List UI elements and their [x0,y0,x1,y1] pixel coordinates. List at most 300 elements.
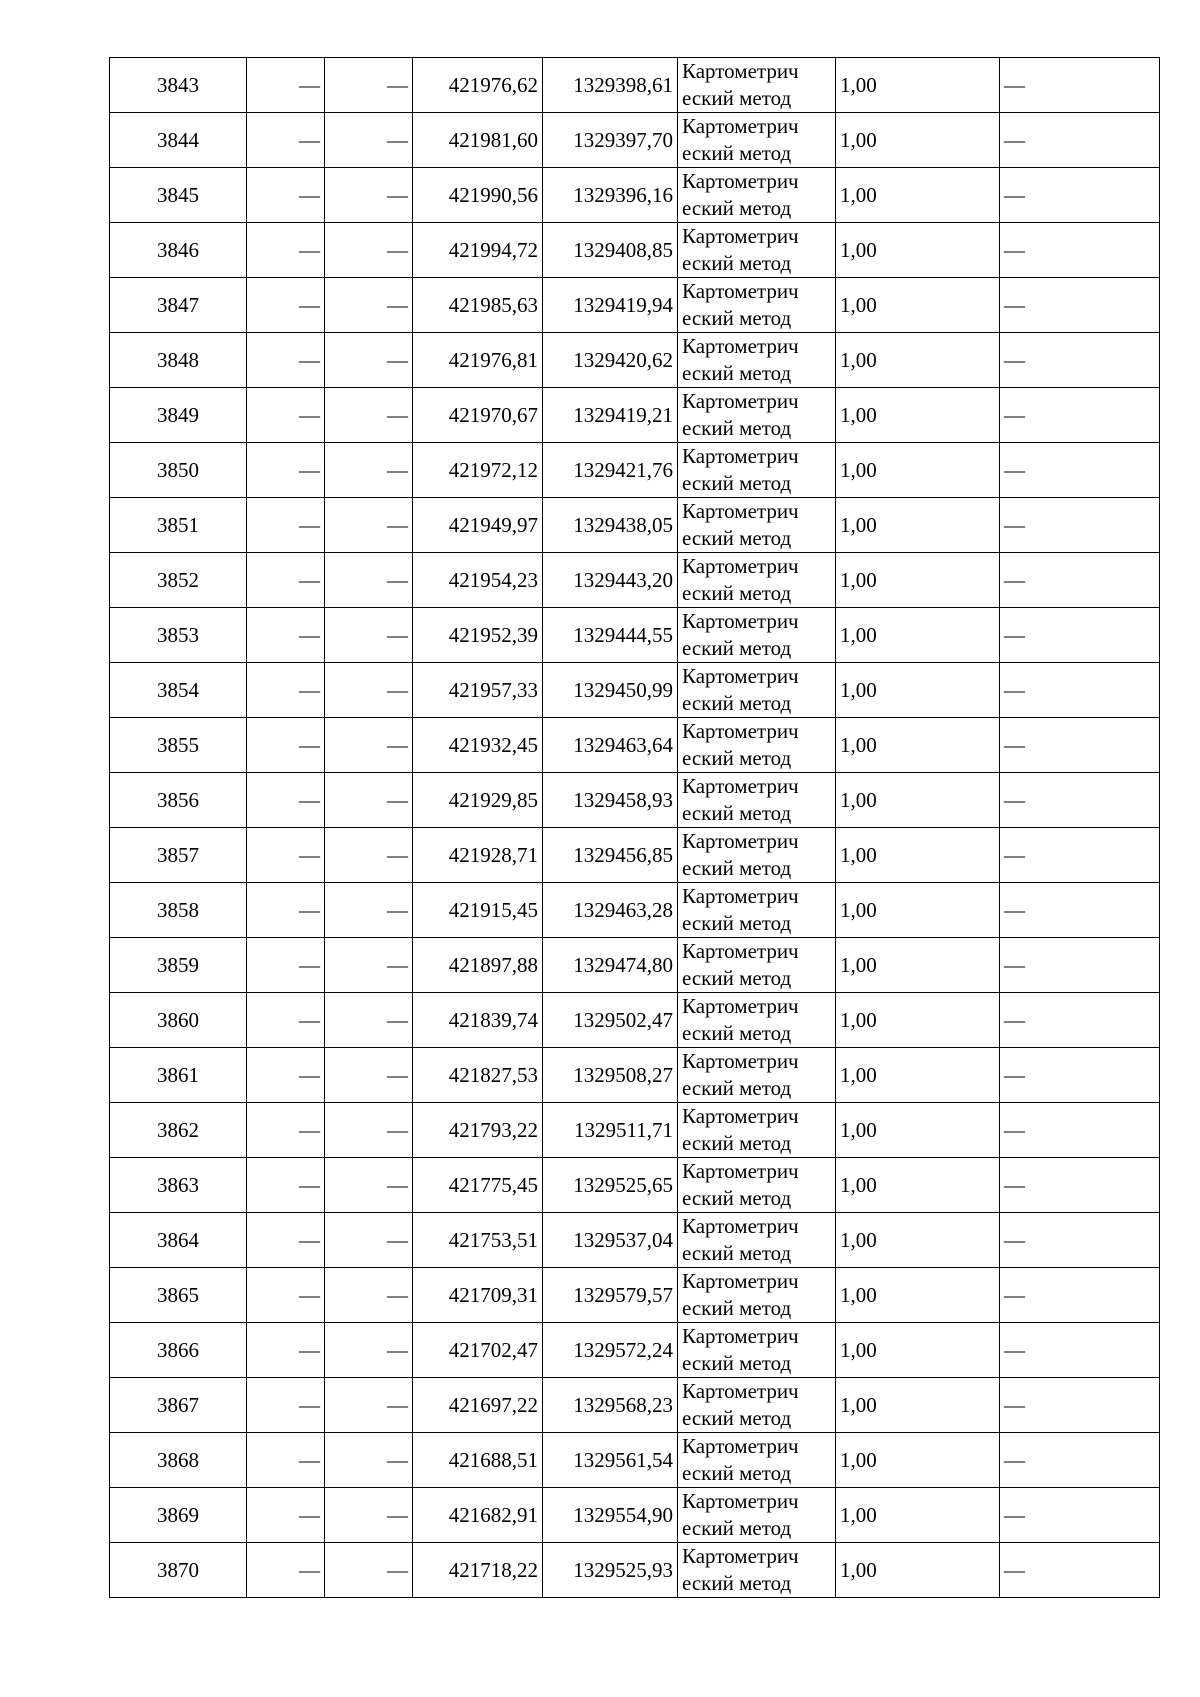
point-number-cell: 3868 [110,1433,247,1488]
method-cell [678,1433,836,1488]
dash-cell: — [325,828,413,883]
method-cell [678,883,836,938]
y-coordinate-cell: 1329458,93 [543,773,678,828]
x-coordinate-cell: 421972,12 [413,443,543,498]
description-cell: — [1000,223,1160,278]
method-cell [678,1103,836,1158]
method-line-2: еский метод [682,141,792,165]
table-row [110,883,1160,938]
x-coordinate-cell: 421702,47 [413,1323,543,1378]
x-coordinate-cell: 421957,33 [413,663,543,718]
description-cell: — [1000,278,1160,333]
y-coordinate-cell: 1329421,76 [543,443,678,498]
accuracy-cell: 1,00 [836,1158,1000,1213]
accuracy-cell: 1,00 [836,113,1000,168]
point-number-cell: 3859 [110,938,247,993]
method-cell [678,113,836,168]
table-row [110,1158,1160,1213]
dash-cell: — [247,388,325,443]
point-number-cell: 3860 [110,993,247,1048]
description-cell: — [1000,718,1160,773]
method-line-1: Картометрич [682,169,799,193]
description-cell: — [1000,938,1160,993]
method-cell [678,938,836,993]
x-coordinate-cell: 421976,62 [413,58,543,113]
x-coordinate-cell: 421985,63 [413,278,543,333]
dash-cell: — [247,1213,325,1268]
table-row [110,553,1160,608]
point-number-cell: 3862 [110,1103,247,1158]
dash-cell: — [325,333,413,388]
accuracy-cell: 1,00 [836,333,1000,388]
y-coordinate-cell: 1329572,24 [543,1323,678,1378]
dash-cell: — [325,883,413,938]
table-row [110,1213,1160,1268]
method-line-1: Картометрич [682,1104,799,1128]
method-line-1: Картометрич [682,1159,799,1183]
y-coordinate-cell: 1329561,54 [543,1433,678,1488]
dash-cell: — [247,278,325,333]
point-number-cell: 3844 [110,113,247,168]
y-coordinate-cell: 1329443,20 [543,553,678,608]
accuracy-cell: 1,00 [836,663,1000,718]
description-cell: — [1000,333,1160,388]
y-coordinate-cell: 1329463,28 [543,883,678,938]
method-cell [678,1158,836,1213]
y-coordinate-cell: 1329568,23 [543,1378,678,1433]
point-number-cell: 3852 [110,553,247,608]
dash-cell: — [247,938,325,993]
method-cell [678,1488,836,1543]
table-row [110,388,1160,443]
method-line-2: еский метод [682,1241,792,1265]
method-line-2: еский метод [682,636,792,660]
point-number-cell: 3863 [110,1158,247,1213]
method-line-2: еский метод [682,966,792,990]
dash-cell: — [325,443,413,498]
method-line-2: еский метод [682,86,792,110]
method-cell [678,443,836,498]
x-coordinate-cell: 421970,67 [413,388,543,443]
x-coordinate-cell: 421688,51 [413,1433,543,1488]
x-coordinate-cell: 421753,51 [413,1213,543,1268]
method-cell [678,663,836,718]
x-coordinate-cell: 421932,45 [413,718,543,773]
description-cell: — [1000,498,1160,553]
dash-cell: — [325,1488,413,1543]
description-cell: — [1000,553,1160,608]
method-cell [678,333,836,388]
x-coordinate-cell: 421949,97 [413,498,543,553]
method-line-1: Картометрич [682,114,799,138]
dash-cell: — [325,718,413,773]
y-coordinate-cell: 1329438,05 [543,498,678,553]
table-row [110,828,1160,883]
method-line-1: Картометрич [682,59,799,83]
dash-cell: — [247,1048,325,1103]
dash-cell: — [325,553,413,608]
method-line-2: еский метод [682,1351,792,1375]
x-coordinate-cell: 421952,39 [413,608,543,663]
point-number-cell: 3843 [110,58,247,113]
table-row [110,938,1160,993]
method-line-1: Картометрич [682,719,799,743]
accuracy-cell: 1,00 [836,1048,1000,1103]
accuracy-cell: 1,00 [836,1488,1000,1543]
x-coordinate-cell: 421928,71 [413,828,543,883]
dash-cell: — [325,1158,413,1213]
x-coordinate-cell: 421718,22 [413,1543,543,1598]
accuracy-cell: 1,00 [836,1103,1000,1158]
method-line-1: Картометрич [682,829,799,853]
dash-cell: — [247,1323,325,1378]
description-cell: — [1000,1268,1160,1323]
method-cell [678,223,836,278]
accuracy-cell: 1,00 [836,718,1000,773]
method-line-2: еский метод [682,1461,792,1485]
accuracy-cell: 1,00 [836,388,1000,443]
y-coordinate-cell: 1329463,64 [543,718,678,773]
method-line-2: еский метод [682,856,792,880]
description-cell: — [1000,1103,1160,1158]
dash-cell: — [247,58,325,113]
accuracy-cell: 1,00 [836,773,1000,828]
table-row [110,1323,1160,1378]
method-line-2: еский метод [682,1021,792,1045]
table-row [110,278,1160,333]
method-line-1: Картометрич [682,1379,799,1403]
description-cell: — [1000,1048,1160,1103]
table-row [110,1488,1160,1543]
method-line-2: еский метод [682,1076,792,1100]
x-coordinate-cell: 421994,72 [413,223,543,278]
method-cell [678,1378,836,1433]
method-line-2: еский метод [682,196,792,220]
method-cell [678,498,836,553]
accuracy-cell: 1,00 [836,1268,1000,1323]
dash-cell: — [325,663,413,718]
dash-cell: — [247,443,325,498]
table-row [110,443,1160,498]
dash-cell: — [325,168,413,223]
y-coordinate-cell: 1329397,70 [543,113,678,168]
dash-cell: — [325,1323,413,1378]
y-coordinate-cell: 1329456,85 [543,828,678,883]
table-row [110,1433,1160,1488]
table-row [110,58,1160,113]
dash-cell: — [247,1543,325,1598]
x-coordinate-cell: 421915,45 [413,883,543,938]
dash-cell: — [325,1103,413,1158]
method-cell [678,168,836,223]
accuracy-cell: 1,00 [836,1213,1000,1268]
method-line-1: Картометрич [682,939,799,963]
dash-cell: — [247,1378,325,1433]
accuracy-cell: 1,00 [836,443,1000,498]
dash-cell: — [325,1543,413,1598]
dash-cell: — [247,773,325,828]
y-coordinate-cell: 1329525,65 [543,1158,678,1213]
point-number-cell: 3857 [110,828,247,883]
method-line-2: еский метод [682,581,792,605]
dash-cell: — [325,938,413,993]
y-coordinate-cell: 1329502,47 [543,993,678,1048]
dash-cell: — [247,168,325,223]
accuracy-cell: 1,00 [836,1323,1000,1378]
dash-cell: — [325,773,413,828]
method-line-1: Картометрич [682,1434,799,1458]
dash-cell: — [247,993,325,1048]
dash-cell: — [325,1378,413,1433]
table-row [110,663,1160,718]
method-line-2: еский метод [682,306,792,330]
dash-cell: — [325,1268,413,1323]
method-line-1: Картометрич [682,279,799,303]
dash-cell: — [247,223,325,278]
table-row [110,773,1160,828]
dash-cell: — [247,1103,325,1158]
method-line-1: Картометрич [682,664,799,688]
method-line-2: еский метод [682,1186,792,1210]
table-row [110,168,1160,223]
x-coordinate-cell: 421990,56 [413,168,543,223]
dash-cell: — [247,663,325,718]
point-number-cell: 3848 [110,333,247,388]
point-number-cell: 3845 [110,168,247,223]
table-row [110,498,1160,553]
dash-cell: — [325,113,413,168]
dash-cell: — [325,278,413,333]
y-coordinate-cell: 1329408,85 [543,223,678,278]
x-coordinate-cell: 421976,81 [413,333,543,388]
method-cell [678,828,836,883]
y-coordinate-cell: 1329444,55 [543,608,678,663]
method-cell [678,1323,836,1378]
dash-cell: — [325,993,413,1048]
accuracy-cell: 1,00 [836,168,1000,223]
point-number-cell: 3866 [110,1323,247,1378]
point-number-cell: 3867 [110,1378,247,1433]
dash-cell: — [247,1433,325,1488]
description-cell: — [1000,1488,1160,1543]
y-coordinate-cell: 1329537,04 [543,1213,678,1268]
dash-cell: — [325,498,413,553]
method-line-2: еский метод [682,1131,792,1155]
point-number-cell: 3853 [110,608,247,663]
description-cell: — [1000,58,1160,113]
method-line-1: Картометрич [682,1544,799,1568]
point-number-cell: 3851 [110,498,247,553]
method-line-1: Картометрич [682,1049,799,1073]
table-row [110,718,1160,773]
dash-cell: — [325,58,413,113]
method-line-1: Картометрич [682,1214,799,1238]
x-coordinate-cell: 421793,22 [413,1103,543,1158]
point-number-cell: 3849 [110,388,247,443]
dash-cell: — [325,1433,413,1488]
method-line-1: Картометрич [682,444,799,468]
accuracy-cell: 1,00 [836,278,1000,333]
dash-cell: — [247,718,325,773]
table-row [110,1543,1160,1598]
x-coordinate-cell: 421697,22 [413,1378,543,1433]
x-coordinate-cell: 421682,91 [413,1488,543,1543]
accuracy-cell: 1,00 [836,58,1000,113]
y-coordinate-cell: 1329396,16 [543,168,678,223]
method-cell [678,993,836,1048]
method-line-1: Картометрич [682,499,799,523]
method-cell [678,608,836,663]
description-cell: — [1000,113,1160,168]
table-row [110,1048,1160,1103]
method-line-1: Картометрич [682,224,799,248]
method-line-1: Картометрич [682,1324,799,1348]
method-cell [678,773,836,828]
y-coordinate-cell: 1329450,99 [543,663,678,718]
point-number-cell: 3856 [110,773,247,828]
point-number-cell: 3855 [110,718,247,773]
dash-cell: — [247,1158,325,1213]
table-row [110,1268,1160,1323]
method-line-1: Картометрич [682,554,799,578]
method-cell [678,58,836,113]
method-line-2: еский метод [682,1571,792,1595]
y-coordinate-cell: 1329554,90 [543,1488,678,1543]
description-cell: — [1000,608,1160,663]
point-number-cell: 3864 [110,1213,247,1268]
accuracy-cell: 1,00 [836,498,1000,553]
dash-cell: — [247,498,325,553]
method-line-2: еский метод [682,361,792,385]
method-line-2: еский метод [682,1516,792,1540]
method-cell [678,278,836,333]
dash-cell: — [325,1048,413,1103]
dash-cell: — [247,883,325,938]
table-row [110,223,1160,278]
method-line-2: еский метод [682,1406,792,1430]
point-number-cell: 3870 [110,1543,247,1598]
table-row [110,333,1160,388]
y-coordinate-cell: 1329420,62 [543,333,678,388]
point-number-cell: 3846 [110,223,247,278]
description-cell: — [1000,1433,1160,1488]
dash-cell: — [325,223,413,278]
accuracy-cell: 1,00 [836,938,1000,993]
accuracy-cell: 1,00 [836,223,1000,278]
method-line-2: еский метод [682,416,792,440]
method-line-1: Картометрич [682,609,799,633]
accuracy-cell: 1,00 [836,993,1000,1048]
description-cell: — [1000,773,1160,828]
dash-cell: — [247,608,325,663]
method-line-2: еский метод [682,801,792,825]
dash-cell: — [325,1213,413,1268]
method-line-1: Картометрич [682,994,799,1018]
point-number-cell: 3858 [110,883,247,938]
x-coordinate-cell: 421775,45 [413,1158,543,1213]
description-cell: — [1000,883,1160,938]
method-cell [678,1048,836,1103]
coordinates-table [109,57,1160,1598]
description-cell: — [1000,663,1160,718]
method-cell [678,1543,836,1598]
accuracy-cell: 1,00 [836,1378,1000,1433]
dash-cell: — [247,553,325,608]
dash-cell: — [247,113,325,168]
point-number-cell: 3865 [110,1268,247,1323]
method-line-2: еский метод [682,251,792,275]
dash-cell: — [325,608,413,663]
method-cell [678,1213,836,1268]
method-cell [678,388,836,443]
y-coordinate-cell: 1329398,61 [543,58,678,113]
x-coordinate-cell: 421897,88 [413,938,543,993]
method-line-1: Картометрич [682,389,799,413]
dash-cell: — [247,333,325,388]
x-coordinate-cell: 421981,60 [413,113,543,168]
y-coordinate-cell: 1329474,80 [543,938,678,993]
dash-cell: — [247,1268,325,1323]
description-cell: — [1000,828,1160,883]
description-cell: — [1000,1213,1160,1268]
y-coordinate-cell: 1329419,21 [543,388,678,443]
table-row [110,113,1160,168]
dash-cell: — [325,388,413,443]
method-line-1: Картометрич [682,334,799,358]
accuracy-cell: 1,00 [836,553,1000,608]
method-line-1: Картометрич [682,1489,799,1513]
description-cell: — [1000,1158,1160,1213]
x-coordinate-cell: 421839,74 [413,993,543,1048]
accuracy-cell: 1,00 [836,883,1000,938]
x-coordinate-cell: 421709,31 [413,1268,543,1323]
method-line-1: Картометрич [682,774,799,798]
description-cell: — [1000,168,1160,223]
point-number-cell: 3861 [110,1048,247,1103]
point-number-cell: 3854 [110,663,247,718]
accuracy-cell: 1,00 [836,1433,1000,1488]
accuracy-cell: 1,00 [836,828,1000,883]
table-row [110,1103,1160,1158]
method-line-2: еский метод [682,746,792,770]
description-cell: — [1000,993,1160,1048]
method-line-2: еский метод [682,691,792,715]
point-number-cell: 3869 [110,1488,247,1543]
accuracy-cell: 1,00 [836,1543,1000,1598]
method-line-2: еский метод [682,471,792,495]
x-coordinate-cell: 421954,23 [413,553,543,608]
dash-cell: — [247,1488,325,1543]
accuracy-cell: 1,00 [836,608,1000,663]
method-line-1: Картометрич [682,884,799,908]
y-coordinate-cell: 1329419,94 [543,278,678,333]
table-row [110,1378,1160,1433]
description-cell: — [1000,1543,1160,1598]
description-cell: — [1000,1378,1160,1433]
point-number-cell: 3847 [110,278,247,333]
method-cell [678,1268,836,1323]
dash-cell: — [247,828,325,883]
description-cell: — [1000,443,1160,498]
y-coordinate-cell: 1329579,57 [543,1268,678,1323]
point-number-cell: 3850 [110,443,247,498]
table-row [110,993,1160,1048]
x-coordinate-cell: 421929,85 [413,773,543,828]
table-body [110,58,1160,1598]
y-coordinate-cell: 1329508,27 [543,1048,678,1103]
method-cell [678,553,836,608]
method-line-2: еский метод [682,1296,792,1320]
